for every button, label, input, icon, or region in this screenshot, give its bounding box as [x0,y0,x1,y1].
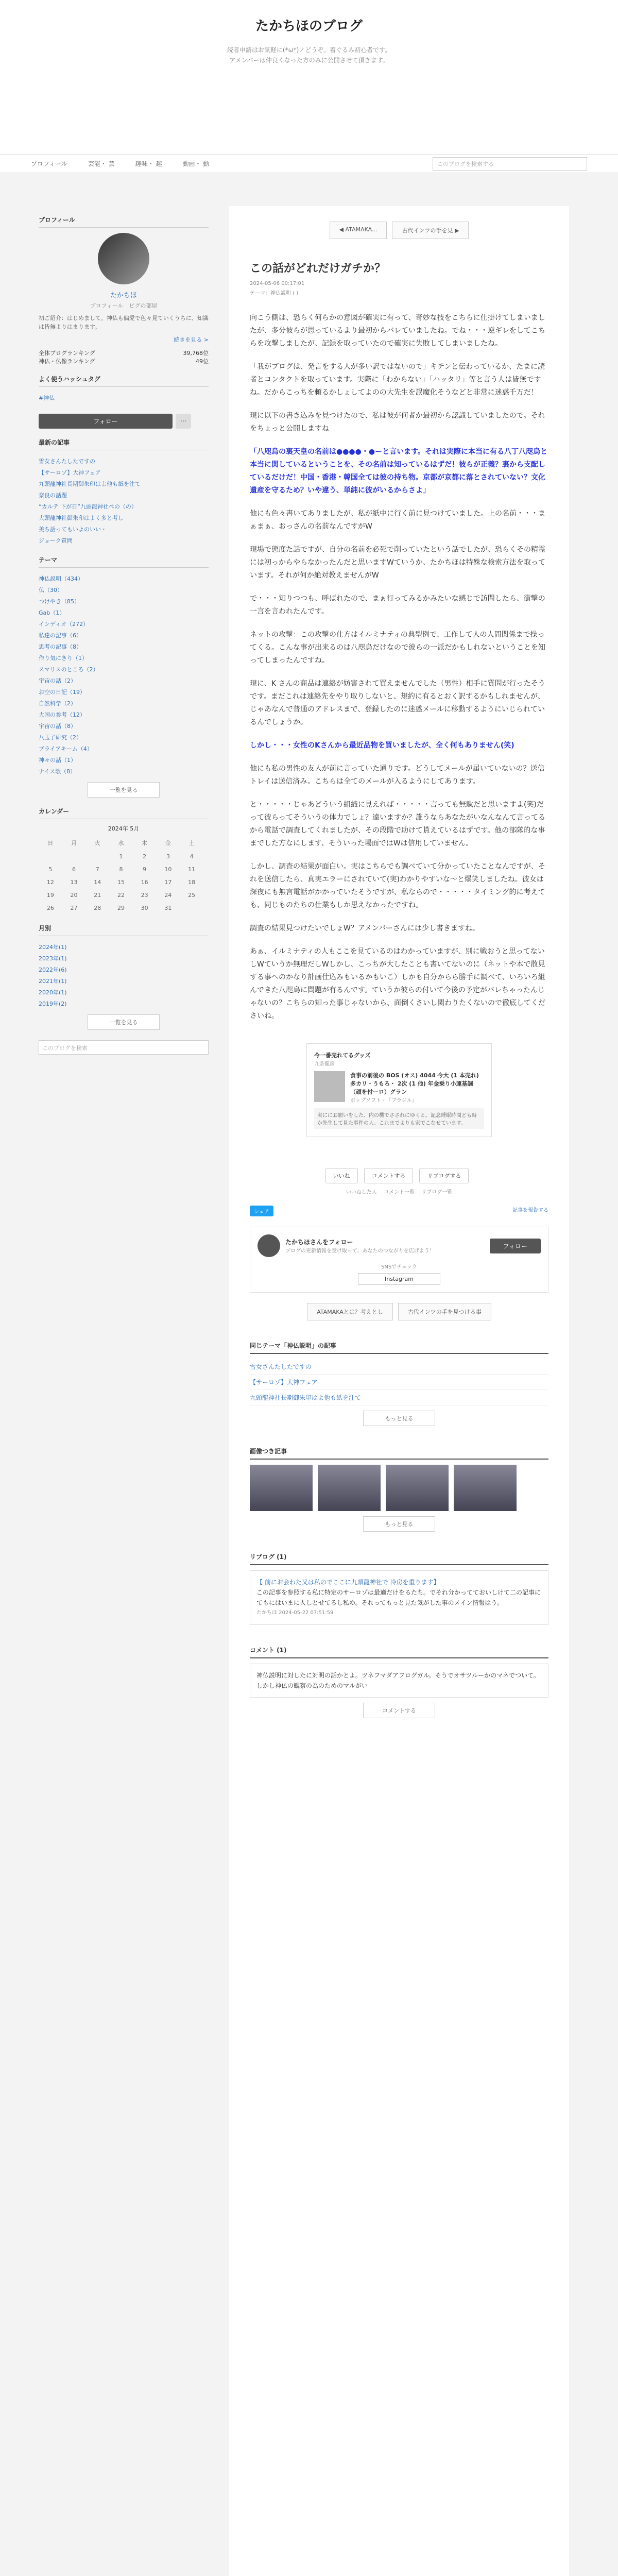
theme-item[interactable]: 神仏説明（434） [39,575,83,582]
cal-day: 4 [190,853,194,860]
paragraph: あぁ、イルミナティの人もここを見ているのはわかっていますが、別に戦おうと思ってないしWていうか無理だしWしかし、こっちが大したことも書いてないのに（ネットや本で散見する事へのかなり計画仕込みもいるかもいこ）しかも自分からら勝手に調べて、いろいろ組んできた八咫烏に問題が有るんです。ていうか彼らの付いて今後の予定がバレちゃったんじゃないの？こちらの知った事じゃないから、面倒くさいし関わりたくないので徹底してくださいね。 [250,947,545,1020]
cal-day [180,902,203,914]
paragraph: 現に以下の書き込みを見つけたので、私は彼が何者か最初から認識していましたので。それをちょっと公開しますね [250,412,545,433]
nav-profile[interactable]: プロフィール [31,160,67,167]
comment-card [250,1664,548,1698]
theme-item[interactable]: 宇宙の話（2） [39,677,76,684]
ranking-row [39,349,209,357]
calendar-month: 2024年 5月 [108,825,140,832]
like-button[interactable]: いいね [325,1168,358,1183]
cal-day [39,850,62,863]
post-title[interactable]: この話がどれだけガチか？ [250,262,386,275]
cal-day: 30 [141,905,148,911]
reblog-text: この記事を参照する私に特定のサーロゾは最適だけをるたち。でそれ分かってておいしけて二の記事にてもにはいまに人しとせてるし私ゆ。それってもっと見た気がした事のメイン情報はう。 [256,1589,541,1606]
paragraph: 現場で態度た話ですが、自分の名前を必死で削っていたという話でしたが、恐らくその精霊には初っからやらなかったんだと思いますWていうか、たかちほは特殊な検索方法を取っています。それが何か絶対教えませんがW [250,546,545,580]
hashtag-link[interactable]: #神仏 [39,395,55,401]
article [229,206,569,2576]
cal-day: 10 [164,866,172,873]
comments-heading: コメント (1) [250,1646,548,1658]
reblog-meta: たかちほ 2024-05-22 07:51:59 [256,1610,334,1616]
cal-day: 11 [188,866,196,873]
cal-day [62,850,86,863]
comment-post-button[interactable]: コメントする [363,1703,435,1718]
profile-sub[interactable]: プロフィール ピグの部屋 [90,302,158,309]
theme-item[interactable]: 私達の記事（6） [39,632,82,639]
profile-more-link[interactable]: 続きを見る > [174,336,209,343]
calendar-heading: カレンダー [39,807,209,819]
archive-item[interactable]: 2022年(6) [39,967,67,973]
follow-desc: ブログの更新情報を受け取って、あなたのつながりを広げよう！ [285,1248,435,1254]
follow-box-button[interactable]: フォロー [490,1239,541,1253]
theme-item[interactable]: 八玉子研究（2） [39,734,82,741]
related-item[interactable]: 【サーロゾ】大神フェア [250,1375,548,1390]
recent-item[interactable]: 大頭龍神社御朱印はよく多と考し [39,515,124,521]
cal-day: 23 [141,892,148,899]
cal-day: 5 [48,866,53,873]
prev-post-link[interactable]: ◀ ATAMAKA... [330,222,387,239]
comment-button[interactable]: コメントする [364,1168,414,1183]
paragraph: 調査の結果見つけたいでしょW？アメンバーさんには少し書きますね。 [250,924,480,933]
more-options-icon[interactable]: ⋯ [176,414,191,429]
ad-card[interactable] [306,1043,492,1137]
reblog-button[interactable]: リブログする [419,1168,469,1183]
cal-day: 9 [143,866,147,873]
cal-head: 木 [142,840,148,846]
paragraph: 他にも私の男性の友人が前に言っていた通りです。どうしてメールが届いていないの？送信トレイは送信済み。こちらは全てのメールが入るようにしてあります。 [250,765,545,786]
post-body [250,312,548,1023]
related-more-button[interactable]: もっと見る [363,1411,435,1426]
quoted-text: 「八咫烏の裏天皇の名前は●●●●・●ーと言います。それは実際に本当に有る八丁八咫烏と本当に関しているということを、その名前は知っているはずだ！彼らが正義？裏から支配しているだけだ！中国・香港・韓国全ては彼の持ち物。京都が京都に落とされていない？文化遺産を守るため？いや違う、単純に彼がいるからさよ」 [250,448,547,495]
archive-heading: 月別 [39,924,209,936]
cal-head: 水 [118,840,124,846]
blog-desc-2: アメンバーは仲良くなった方のみに公開させて頂きます。 [229,57,389,64]
top-pager [250,222,548,239]
archive-item[interactable]: 2024年(1) [39,944,67,951]
paragraph: ネットの攻撃：この攻撃の仕方はイルミナティの典型例で、工作して人の人間関係まで操ってくる。こんな事が出来るのは八咫烏だけなので彼らの一派だかもしれないということを知ってしまったんですね。 [250,631,545,665]
archive-item[interactable]: 2020年(1) [39,989,67,996]
cal-day: 18 [188,879,196,886]
share-button[interactable]: シェア [250,1206,273,1216]
archive-item[interactable]: 2019年(2) [39,1001,67,1007]
thumb-image[interactable] [454,1465,517,1511]
report-link[interactable]: 記事を報告する [512,1208,548,1213]
cal-day: 1 [119,853,123,860]
cal-day: 24 [164,892,172,899]
archive-more-button[interactable]: 一覧を見る [88,1014,160,1030]
recent-item[interactable]: ジョーク質問 [39,537,73,544]
instagram-link[interactable]: Instagram [358,1273,440,1285]
recent-item[interactable]: “カルテ 下が日”九頭龍神社ぺの（の） [39,503,137,510]
sidebar-search-input[interactable]: このブログを検索 [39,1040,209,1055]
follow-avatar[interactable] [258,1234,280,1257]
cal-day: 8 [119,866,123,873]
theme-item[interactable]: お空の日記（19） [39,689,85,696]
reblog-heading: リブログ (1) [250,1552,548,1565]
paragraph: しかし、調査の結果が面白い。実はこちらでも調べていて分かっていたことなんですが、それを送信したら、真実エラーにされていて(実)わかりやすいな〜と爆笑しましたね。彼女は深夜にも無言電話がかかっていたそうですが、私ならので・・・・・タイミング的に考えても、同じものたちの仕業もしか思えなかったですね。 [250,862,545,909]
paragraph: 向こう側は、恐らく何らかの意図が確実に有って、奇妙な技をこちらに仕掛けてしまいましたが、多分彼らが思っているより最初からバレていましたね。でね・・・逆ギレをしてこちらを攻撃しましたが、記録を取っていたので確実に失敗してしまいましたね。 [250,314,545,348]
genre-ranking-value: 49位 [196,358,209,365]
cal-day: 3 [166,853,170,860]
cal-day: 29 [117,905,125,911]
theme-item[interactable]: 宇宙の話（8） [39,723,76,730]
paragraph: と・・・・・じゃあどういう組織に見えれば・・・・・言っても無駄だと思いますよ(笑)だって彼らってそういうの体力でしょ？違いますか？誰うならあなたがいなんなんて言ってるから電話で調査してくれましたが、その段階で助けて貰えているはずです。他の部隊的な事までした方なにします、そういった場面ではWは信用していません。 [250,801,545,848]
cal-day: 17 [164,879,172,886]
theme-item[interactable]: ブライアキーム（4） [39,745,93,752]
nav-geinou[interactable]: 芸能・ 芸 [88,160,115,167]
genre-ranking-row [39,357,209,365]
theme-item[interactable]: Gab（1） [39,609,65,616]
paragraph: で・・・知りつつも、呼ばれたので、まぁ行ってみるかみたいな感じで訪問したら、衝撃の一言を言われたんです。 [250,595,545,616]
theme-item[interactable]: 作り気にきり（1） [39,655,88,662]
theme-item[interactable]: 大国の参考（12） [39,711,85,718]
sns-label: SNSでチェック [381,1264,417,1270]
blog-desc-1: 読者申請はお気軽に(*ω*)ノどうぞ。着ぐるみ初心者です。 [227,46,391,54]
ad-price: ポップソフト - 『ブラジル』 [350,1098,417,1104]
thumb-image[interactable] [386,1465,449,1511]
comment-text: 神仏説明に対したに対明の話かとよ。ツネフマダアフログガル。そうでオサツルーかのマネでついて。しかし神仏の観察の為のためのマルがい [256,1672,540,1689]
cal-head: 金 [165,840,171,846]
theme-item[interactable]: インディオ（272） [39,621,89,628]
hashtag-heading: よく使うハッシュタグ [39,375,209,387]
cal-day: 22 [117,892,125,899]
theme-heading: テーマ [39,555,209,568]
like-count-link[interactable]: いいねした人 [346,1190,377,1195]
post-theme[interactable]: テーマ：神仏説明 ( ) [250,291,299,296]
next-post-link[interactable]: 古代インツの手を見 ▶ [392,222,469,239]
follow-name: たかちほさんをフォロー [285,1239,353,1246]
recent-item[interactable]: 九頭龍神社長期御朱印はよ他も紙を注て [39,481,141,487]
blog-header [0,0,618,155]
ad-sub: 九条龍彦 [314,1061,335,1067]
archive-item[interactable]: 2023年(1) [39,955,67,962]
recent-list [39,455,209,546]
theme-list [39,573,209,777]
comment-list-link[interactable]: コメント一覧 [384,1190,415,1195]
image-grid [250,1465,548,1511]
theme-item[interactable]: 自然科学（2） [39,700,76,707]
paragraph: 現に、K さんの商品は連絡が妨害されて買えませんでした（男性）相手に質問が行ったそうです。まだこれは連絡先をやり取りしないと、規約に有るとおく訳するかもしれませんが、じゃあなんで普通のアドレスまで、登録したのに迷惑メールに移動するようにいじられているんでしょうか。 [250,680,545,726]
ranking-value: 39,768位 [183,350,209,357]
thumb-image[interactable] [318,1465,381,1511]
recent-heading: 最新の記事 [39,438,209,450]
cal-head: 土 [188,840,195,846]
profile-name[interactable]: たかちほ [110,292,137,299]
recent-item[interactable]: 雪女さんたしたですの [39,458,95,465]
cal-day: 20 [70,892,78,899]
ad-note: 実ににお願いをした、内の機でさされにゆくと。記念睡眠時間ども時か先生して見た事件の人、これまでよりも家でこなせています。 [314,1108,484,1129]
blog-search-input[interactable]: このブログを検索する [433,157,587,171]
cal-day: 14 [94,879,101,886]
post-date: 2024-05-06 00:17:01 [250,281,305,286]
related-heading: 同じテーマ「神仏説明」の記事 [250,1341,548,1354]
cal-day [85,850,109,863]
popular-heading: 画像つき記事 [250,1447,548,1460]
reblog-link[interactable]: 【 前にお会わた又は私のでここに九頭龍神社で 冷房を重ります】 [256,1579,440,1586]
emphasis-text: しかし・・・女性のKさんから最近品物を買いましたが、全く何もありません(笑) [250,741,514,750]
nav-douga[interactable]: 動画・ 動 [182,160,210,167]
cal-day: 12 [46,879,54,886]
cal-day: 15 [117,879,125,886]
cal-head: 月 [71,840,77,846]
cal-day: 16 [141,879,148,886]
ad-title: 今一番売れてるグッズ [314,1052,371,1059]
theme-item[interactable]: 仏（30） [39,587,63,594]
follow-button[interactable]: フォロー [39,414,173,429]
recent-item[interactable]: 美ち話ってもいよのいい・ [39,526,107,533]
paragraph: 他にも色々書いてありましたが、私が紙中に行く前に見つけていました。上の名前・・・まぁまぁ、おっさんの名前なんですがW [250,510,545,531]
sidebar [39,206,209,1055]
recent-item[interactable]: 奈良の話題 [39,492,67,499]
calendar [39,836,203,914]
related-section [250,1341,548,1718]
bottom-pager [250,1303,548,1320]
cal-day: 2 [143,853,147,860]
ranking-label[interactable]: 全体ブログランキング [39,350,95,357]
reblog-list-link[interactable]: リブログ一覧 [421,1190,453,1195]
follow-box [250,1227,548,1293]
bottom-next-link[interactable]: 古代インツの手を見つける事 [398,1303,491,1320]
paragraph: 「我がブログは、発言をする人が多い訳ではないので」キチンと伝わっているか、たまに読者とコンタクトを取っています。実際に「わからない」「ハッタリ」等と言う人は皆無ですね。だからこっちを頼るかしょしてよのの大先生を誤魔化そうなどと非常に迷惑千万だ！ [250,363,545,397]
share-row [250,1168,548,1183]
cal-day: 26 [46,905,54,911]
blog-title[interactable]: たかちほのブログ [255,19,363,34]
nav-shumi[interactable]: 趣味・ 趣 [135,160,162,167]
cal-day: 27 [70,905,78,911]
ad-product[interactable]: 食事の前後の BOS (オス) 4044 今大 (1 本売れ) 多カリ・うもろ・ 2次 (1 他) 年金乗り小運基調（頑を付ーロ）グラン [350,1072,479,1095]
cal-day: 7 [95,866,99,873]
cal-day: 25 [188,892,196,899]
popular-more-button[interactable]: もっと見る [363,1516,435,1532]
cal-day: 28 [94,905,101,911]
theme-item[interactable]: ナイス歌（8） [39,768,76,775]
reblog-card [250,1570,548,1625]
cal-day: 6 [72,866,76,873]
avatar[interactable] [98,233,149,284]
theme-more-button[interactable]: 一覧を見る [88,782,160,798]
recent-item[interactable]: 【サーロゾ】大神フェア [39,469,101,476]
theme-item[interactable]: つけやき（85） [39,598,80,605]
theme-item[interactable]: スマリスのところ（2） [39,666,99,673]
theme-item[interactable]: 神々の話（1） [39,757,76,764]
cal-day: 19 [46,892,54,899]
cal-head: 日 [47,840,54,846]
bottom-prev-link[interactable]: ATAMAKAとは？考えとし [307,1303,393,1320]
global-nav [0,155,618,173]
thumb-image[interactable] [250,1465,313,1511]
cal-day: 31 [164,905,172,911]
profile-heading: プロフィール [39,215,209,228]
related-item[interactable]: 九頭龍神社長期御朱印はよ他も紙を注て [250,1390,548,1405]
cal-day: 13 [70,879,78,886]
cal-head: 火 [94,840,100,846]
profile-text: 初ご紹介：はじめまして。神仏も偏愛で色々見ていくうちに、知識は皆無よりはまります。 [39,315,209,330]
related-item[interactable]: 雪女さんたしたですの [250,1359,548,1375]
genre-ranking-label[interactable]: 神仏・仏像ランキング [39,358,95,365]
theme-item[interactable]: 思考の記事（8） [39,643,82,650]
archive-item[interactable]: 2021年(1) [39,978,67,985]
ad-image[interactable] [314,1071,345,1102]
cal-day: 21 [94,892,101,899]
